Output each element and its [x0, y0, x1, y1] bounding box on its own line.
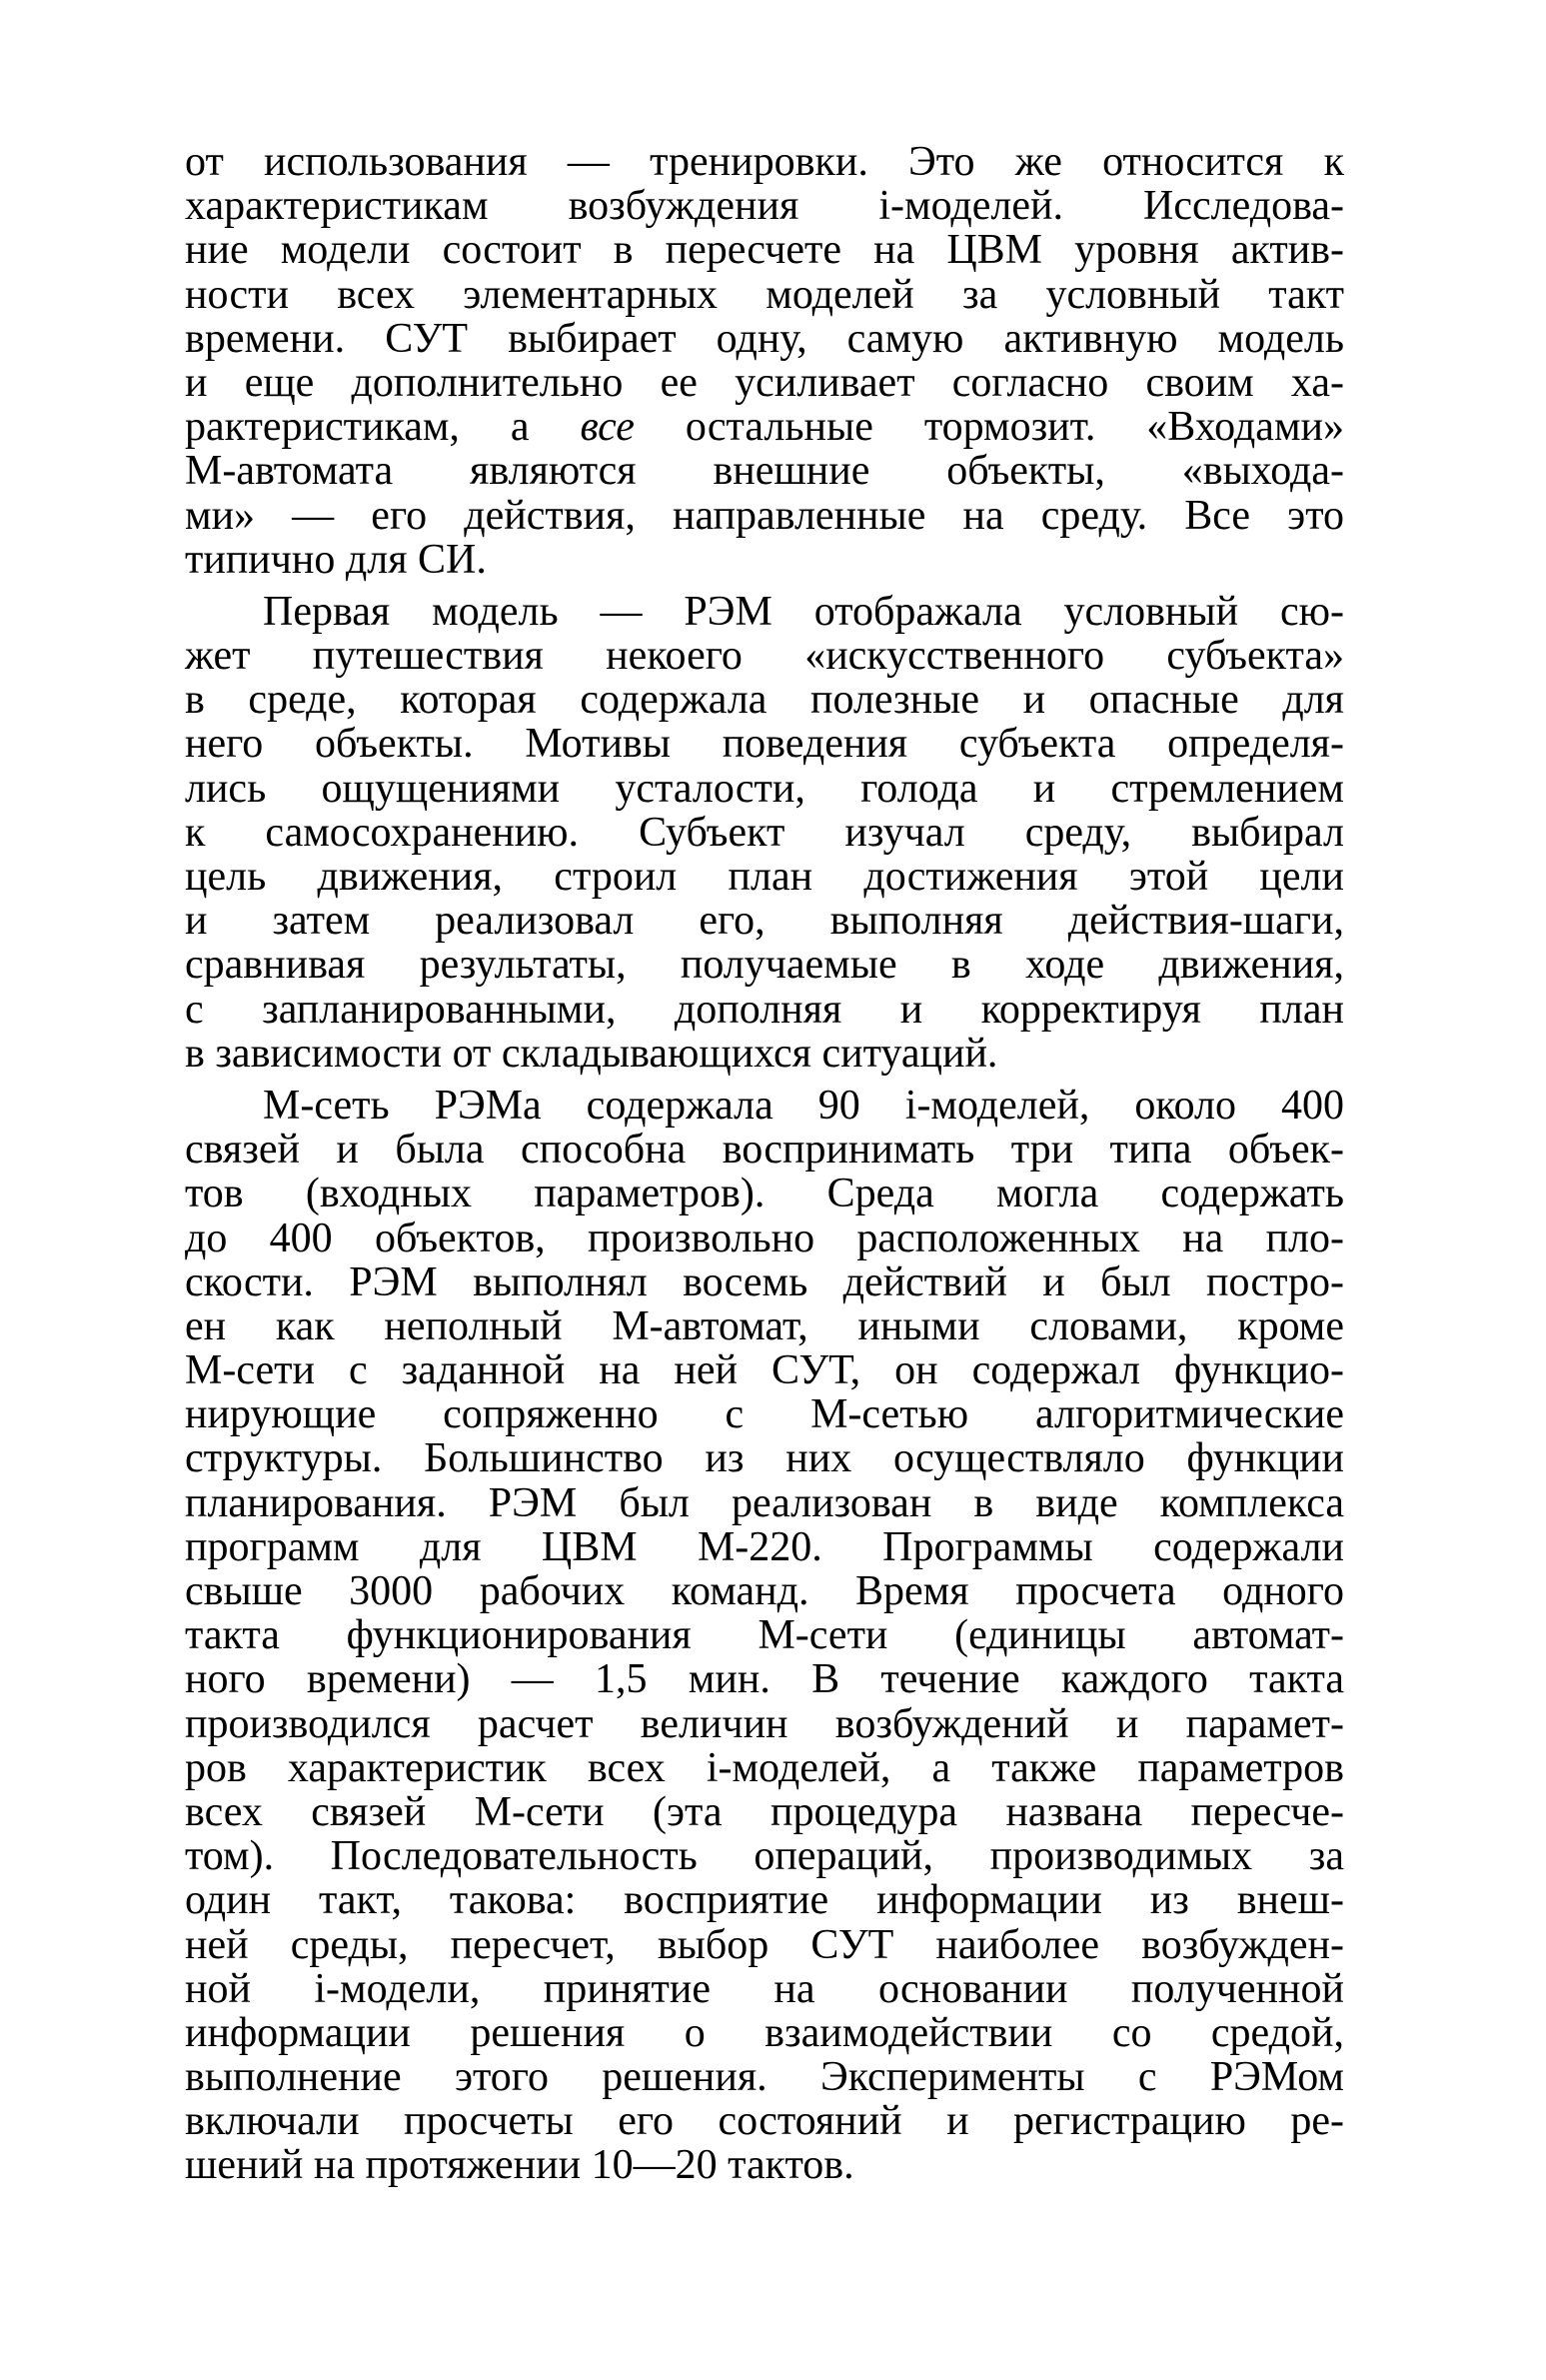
text-line: сравнивая результаты, получаемые в ходе движения,: [185, 942, 1344, 989]
text-line: такта функционирования М-сети (единицы автомат-: [185, 1612, 1344, 1659]
text-line: и еще дополнительно ее усиливает согласно своим ха-: [185, 359, 1344, 406]
text-line: времени. СУТ выбирает одну, самую активную модель: [185, 315, 1344, 362]
text-line: М-сети с заданной на ней СУТ, он содержал функцио-: [185, 1347, 1344, 1394]
text-line: типично для СИ.: [185, 536, 487, 583]
text-line: программ для ЦВМ М-220. Программы содержали: [185, 1523, 1344, 1570]
text-line: цель движения, строил план достижения этой цели: [185, 854, 1344, 900]
text-line: М-автомата являются внешние объекты, «выхода-: [185, 448, 1344, 495]
text-line: выполнение этого решения. Эксперименты с РЭМом: [185, 2054, 1344, 2101]
text-line: свыше 3000 рабочих команд. Время просчета одного: [185, 1568, 1344, 1614]
page-body: [185, 140, 1344, 2188]
text-line: до 400 объектов, произвольно расположенных на пло-: [185, 1214, 1344, 1261]
text-line: с запланированными, дополняя и корректируя план: [185, 986, 1344, 1033]
text-line: жет путешествия некоего «искусственного субъекта»: [185, 633, 1344, 680]
text-line: ного времени) — 1,5 мин. В течение каждого такта: [185, 1656, 1344, 1703]
text-line: связей и была способна воспринимать три типа объек-: [185, 1127, 1344, 1174]
text-line: производился расчет величин возбуждений и парамет-: [185, 1700, 1344, 1747]
text-line: в среде, которая содержала полезные и опасные для: [185, 677, 1344, 724]
text-line: структуры. Большинство из них осуществляло функции: [185, 1435, 1344, 1482]
text-line: ной i-модели, принятие на основании полученной: [185, 1965, 1344, 2012]
text-line: нирующие сопряженно с М-сетью алгоритмические: [185, 1391, 1344, 1438]
text-line: характеристикам возбуждения i-моделей. Исследова-: [185, 183, 1344, 230]
text-line: ми» — его действия, направленные на среду. Все это: [185, 492, 1344, 539]
text-line: ности всех элементарных моделей за условный такт: [185, 271, 1344, 318]
emphasis-text: все: [580, 404, 635, 451]
text-line: скости. РЭМ выполнял восемь действий и был постро-: [185, 1258, 1344, 1305]
text-line: планирования. РЭМ был реализован в виде комплекса: [185, 1479, 1344, 1526]
text-line: ней среды, пересчет, выбор СУТ наиболее возбужден-: [185, 1921, 1344, 1968]
text-line: информации решения о взаимодействии со средой,: [185, 2009, 1344, 2056]
text-line: включали просчеты его состояний и регистрацию ре-: [185, 2098, 1344, 2145]
text-line: к самосохранению. Субъект изучал среду, выбирал: [185, 809, 1344, 856]
text-line: один такт, такова: восприятие информации из внеш-: [185, 1877, 1344, 1924]
text-line: рактеристикам, а все остальные тормозит. «Входами»: [185, 404, 1344, 451]
text-line: в зависимости от складывающихся ситуаций.: [185, 1030, 998, 1077]
text-line: Первая модель — РЭМ отображала условный сю-: [263, 588, 1344, 635]
text-line: ров характеристик всех i-моделей, а также параметров: [185, 1744, 1344, 1791]
text-line: ен как неполный М-автомат, иными словами, кроме: [185, 1302, 1344, 1349]
text-line: от использования — тренировки. Это же относится к: [185, 139, 1344, 185]
text-line: М-сеть РЭМа содержала 90 i-моделей, около 400: [263, 1082, 1344, 1129]
text-line: том). Последовательность операций, производимых за: [185, 1833, 1344, 1880]
text-line: шений на протяжении 10—20 тактов.: [185, 2142, 854, 2189]
paragraph-3: [185, 1084, 1344, 2188]
text-line: тов (входных параметров). Среда могла содержать: [185, 1171, 1344, 1217]
text-line: ние модели состоит в пересчете на ЦВМ уровня актив-: [185, 227, 1344, 274]
text-line: него объекты. Мотивы поведения субъекта определя-: [185, 721, 1344, 768]
paragraph-1: [185, 140, 1344, 582]
text-line: всех связей М-сети (эта процедура названа пересче-: [185, 1788, 1344, 1835]
paragraph-2: [185, 590, 1344, 1076]
text-line: и затем реализовал его, выполняя действия-шаги,: [185, 898, 1344, 945]
text-line: лись ощущениями усталости, голода и стремлением: [185, 765, 1344, 812]
